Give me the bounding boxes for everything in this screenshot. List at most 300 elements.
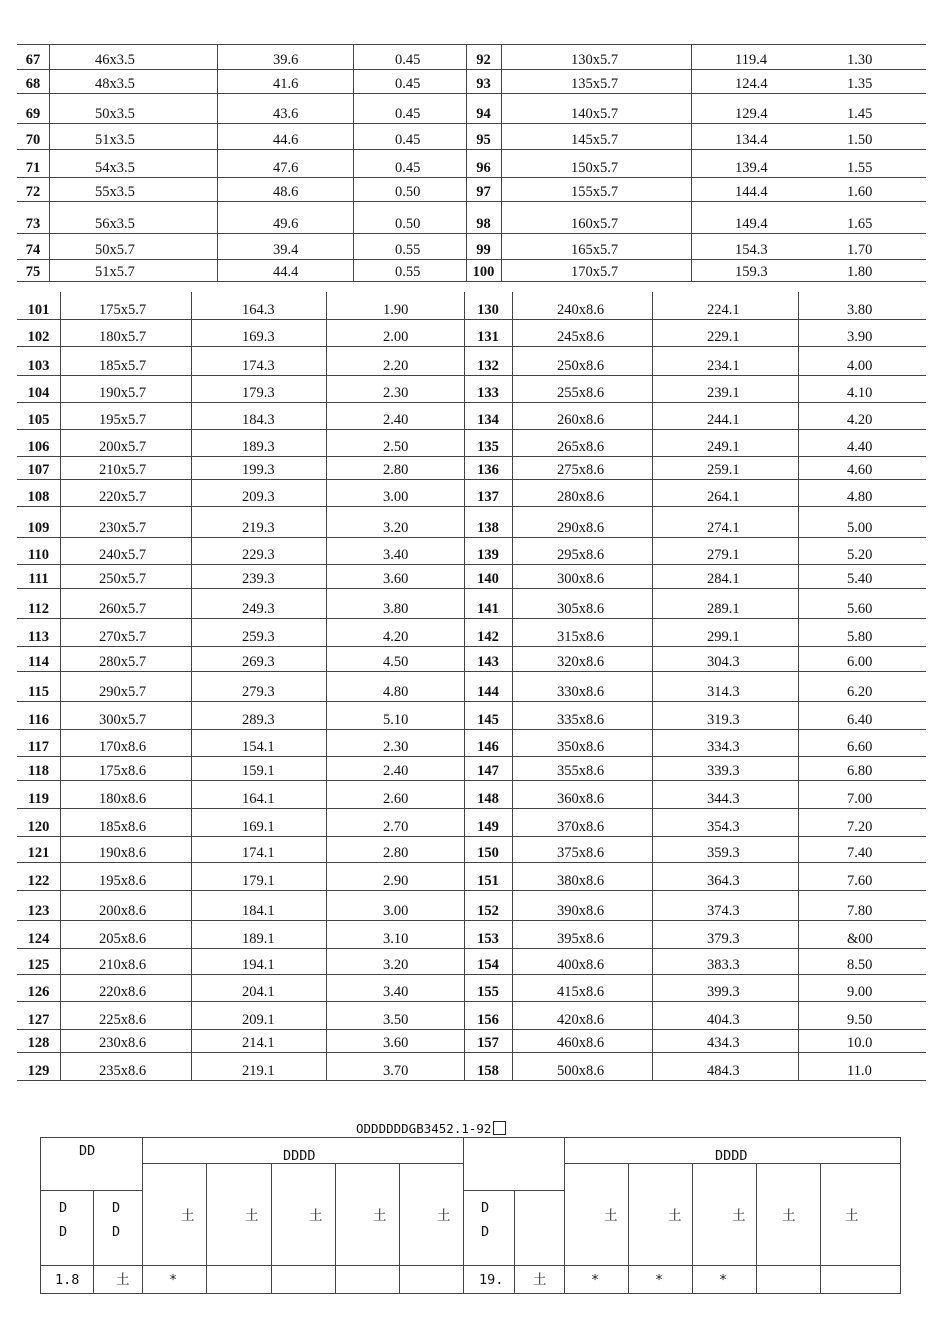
lower-table-cell-c2: 179.1: [242, 873, 275, 889]
upper-table-cell-c6: 144.4: [735, 184, 768, 200]
lower-table-cell-c2: 269.3: [242, 654, 275, 670]
lower-table-cell-c6: 289.1: [707, 601, 740, 617]
lower-table-cell-c2: 289.3: [242, 712, 275, 728]
lower-table-row: [17, 538, 926, 565]
upper-table-cell-c2: 44.6: [273, 132, 299, 148]
upper-table-cell-c0: 75: [25, 264, 41, 280]
lower-table-cell-c2: 184.3: [242, 412, 275, 428]
lower-table-cell-c4: 140: [477, 571, 499, 587]
lower-table-cell-c3: 2.80: [383, 462, 409, 478]
pm-8: 土: [732, 1208, 746, 1224]
sub-right-a: D D: [481, 1200, 490, 1240]
lower-table-cell-c5: 275x8.6: [557, 462, 605, 478]
lower-table-cell-c1: 195x8.6: [99, 873, 147, 889]
lower-table-cell-c2: 209.3: [242, 489, 275, 505]
lower-table-row: [17, 403, 926, 430]
lower-table-cell-c5: 350x8.6: [557, 739, 605, 755]
lower-table-row: [17, 430, 926, 457]
lower-table-cell-c7: 6.60: [847, 739, 873, 755]
pm-7: 土: [668, 1208, 682, 1224]
lower-table-cell-c1: 170x8.6: [99, 739, 147, 755]
lower-table-row: [17, 1030, 926, 1053]
row-right-star-3: *: [719, 1272, 728, 1288]
lower-table-cell-c0: 102: [27, 329, 50, 345]
upper-table-cell-c4: 97: [476, 184, 491, 200]
lower-table-cell-c3: 2.80: [383, 845, 409, 861]
upper-table-cell-c7: 1.45: [847, 106, 873, 122]
lower-table-cell-c1: 195x5.7: [99, 412, 147, 428]
upper-table-cell-c1: 54x3.5: [95, 160, 135, 176]
upper-table-cell-c0: 71: [25, 160, 41, 176]
upper-table-cell-c4: 98: [476, 216, 491, 232]
lower-table-cell-c4: 133: [477, 385, 499, 401]
lower-table-cell-c1: 225x8.6: [99, 1012, 147, 1028]
lower-table-cell-c7: 4.60: [847, 462, 873, 478]
lower-table-cell-c7: 4.10: [847, 385, 873, 401]
upper-table-cell-c1: 46x3.5: [95, 52, 135, 68]
upper-table-cell-c5: 150x5.7: [571, 160, 619, 176]
lower-table-cell-c3: 3.40: [383, 984, 409, 1000]
lower-table-cell-c2: 179.3: [242, 385, 275, 401]
lower-table-cell-c6: 239.1: [707, 385, 740, 401]
lower-table-cell-c4: 155: [477, 984, 499, 1000]
caption-text: ODDDDDDGB3452.1-92: [356, 1121, 492, 1136]
lower-table-cell-c6: 224.1: [707, 302, 740, 318]
upper-table-cell-c0: 72: [25, 184, 41, 200]
lower-table-cell-c2: 199.3: [242, 462, 275, 478]
lower-table-cell-c6: 314.3: [707, 684, 740, 700]
upper-table-row: [17, 178, 926, 202]
upper-table-cell-c2: 44.4: [273, 264, 299, 280]
upper-table-cell-c4: 99: [476, 242, 491, 258]
lower-table-row: [17, 1053, 926, 1081]
lower-table-cell-c5: 320x8.6: [557, 654, 605, 670]
pm-1: 土: [181, 1208, 195, 1224]
lower-table-cell-c4: 147: [477, 763, 499, 779]
upper-table-cell-c7: 1.55: [847, 160, 873, 176]
lower-table-cell-c4: 143: [477, 654, 499, 670]
lower-table-row: [17, 672, 926, 702]
upper-table-cell-c5: 140x5.7: [571, 106, 619, 122]
lower-table-row: [17, 837, 926, 863]
upper-table-row: [17, 234, 926, 260]
lower-table-row: [17, 376, 926, 403]
lower-table-cell-c0: 107: [27, 462, 50, 478]
lower-table-cell-c2: 189.3: [242, 439, 275, 455]
lower-table-cell-c2: 239.3: [242, 571, 275, 587]
lower-table-cell-c5: 390x8.6: [557, 903, 605, 919]
lower-table-cell-c6: 274.1: [707, 520, 740, 536]
upper-table-row: [17, 124, 926, 150]
lower-table-cell-c7: 7.60: [847, 873, 873, 889]
lower-table-cell-c5: 260x8.6: [557, 412, 605, 428]
lower-table-cell-c0: 128: [27, 1035, 50, 1051]
lower-table-cell-c7: 5.00: [847, 520, 873, 536]
upper-size-table: [17, 44, 926, 282]
lower-table-cell-c0: 125: [27, 957, 50, 973]
lower-table-cell-c3: 4.80: [383, 684, 409, 700]
lower-table-cell-c4: 149: [477, 819, 499, 835]
lower-table-cell-c3: 2.00: [383, 329, 409, 345]
lower-table-cell-c5: 415x8.6: [557, 984, 605, 1000]
upper-table-cell-c6: 149.4: [735, 216, 768, 232]
upper-table-cell-c6: 154.3: [735, 242, 768, 258]
lower-table-cell-c5: 245x8.6: [557, 329, 605, 345]
upper-table-cell-c5: 160x5.7: [571, 216, 619, 232]
lower-table-cell-c0: 113: [28, 629, 49, 645]
lower-table-row: [17, 781, 926, 809]
lower-table-cell-c6: 259.1: [707, 462, 740, 478]
lower-table-cell-c2: 279.3: [242, 684, 275, 700]
lower-table-cell-c3: 2.70: [383, 819, 409, 835]
lower-table-cell-c7: 7.80: [847, 903, 873, 919]
lower-table-cell-c7: 4.20: [847, 412, 873, 428]
lower-table-row: [17, 647, 926, 672]
lower-table-cell-c3: 3.10: [383, 931, 409, 947]
row-right-pm: 土: [533, 1272, 547, 1288]
row-left-val: 1.8: [55, 1272, 80, 1288]
lower-table-cell-c3: 3.70: [383, 1063, 409, 1079]
lower-table-cell-c0: 103: [27, 358, 50, 374]
upper-table-cell-c3: 0.55: [395, 264, 421, 280]
lower-table-cell-c3: 3.60: [383, 1035, 409, 1051]
lower-table-cell-c4: 153: [477, 931, 499, 947]
upper-table-cell-c2: 43.6: [273, 106, 299, 122]
upper-table-cell-c7: 1.30: [847, 52, 873, 68]
lower-table-cell-c4: 131: [477, 329, 499, 345]
lower-table-cell-c4: 152: [477, 903, 499, 919]
lower-table-cell-c3: 2.40: [383, 763, 409, 779]
lower-table-cell-c2: 174.1: [242, 845, 275, 861]
lower-table-cell-c1: 220x8.6: [99, 984, 147, 1000]
lower-table-cell-c2: 194.1: [242, 957, 275, 973]
lower-table-cell-c3: 5.10: [383, 712, 409, 728]
lower-table-cell-c4: 134: [477, 412, 499, 428]
upper-table-cell-c7: 1.35: [847, 76, 873, 92]
upper-table-row: [17, 150, 926, 178]
lower-table-cell-c3: 1.90: [383, 302, 409, 318]
lower-table-cell-c0: 114: [28, 654, 49, 670]
lower-table-cell-c4: 132: [477, 358, 499, 374]
upper-table-cell-c0: 70: [25, 132, 41, 148]
lower-table-cell-c2: 154.1: [242, 739, 275, 755]
lower-table-cell-c7: 4.80: [847, 489, 873, 505]
lower-table-cell-c0: 106: [27, 439, 50, 455]
lower-table-cell-c6: 379.3: [707, 931, 740, 947]
lower-table-cell-c1: 190x5.7: [99, 385, 147, 401]
lower-table-cell-c7: 7.40: [847, 845, 873, 861]
lower-table-cell-c2: 219.3: [242, 520, 275, 536]
upper-table-cell-c3: 0.50: [395, 216, 421, 232]
lower-table-cell-c6: 244.1: [707, 412, 740, 428]
lower-table-cell-c6: 339.3: [707, 763, 740, 779]
lower-table-cell-c4: 151: [477, 873, 499, 889]
upper-table-row: [17, 70, 926, 94]
lower-table-cell-c5: 355x8.6: [557, 763, 605, 779]
upper-table-cell-c1: 56x3.5: [95, 216, 135, 232]
lower-table-cell-c5: 460x8.6: [557, 1035, 605, 1051]
lower-table-row: [17, 347, 926, 376]
lower-table-row: [17, 949, 926, 975]
lower-table-cell-c7: 10.0: [847, 1035, 873, 1051]
upper-table-cell-c6: 119.4: [735, 52, 768, 68]
lower-table-cell-c7: 11.0: [847, 1063, 872, 1079]
lower-table-cell-c3: 4.20: [383, 629, 409, 645]
lower-table-cell-c5: 395x8.6: [557, 931, 605, 947]
upper-table-cell-c0: 69: [25, 106, 41, 122]
lower-table-cell-c7: 4.40: [847, 439, 873, 455]
lower-table-cell-c4: 142: [477, 629, 499, 645]
upper-table-cell-c3: 0.45: [395, 76, 421, 92]
upper-table-cell-c4: 93: [476, 76, 491, 92]
pm-3: 土: [309, 1208, 323, 1224]
group-label-right: DDDD: [715, 1148, 748, 1164]
lower-table-cell-c6: 404.3: [707, 1012, 740, 1028]
row-right-star-2: *: [655, 1272, 664, 1288]
lower-table-cell-c1: 220x5.7: [99, 489, 147, 505]
lower-table-cell-c4: 145: [477, 712, 499, 728]
lower-table-row: [17, 1002, 926, 1030]
lower-table-row: [17, 702, 926, 730]
upper-table-cell-c7: 1.65: [847, 216, 873, 232]
lower-table-cell-c7: &00: [847, 931, 873, 947]
lower-table-cell-c3: 4.50: [383, 654, 409, 670]
pm-9: 土: [782, 1208, 796, 1224]
upper-table-cell-c4: 96: [476, 160, 491, 176]
lower-table-cell-c6: 344.3: [707, 791, 740, 807]
lower-table-row: [17, 320, 926, 347]
lower-table-cell-c6: 319.3: [707, 712, 740, 728]
lower-table-cell-c0: 111: [28, 571, 49, 587]
lower-table-row: [17, 457, 926, 480]
lower-table-cell-c0: 116: [28, 712, 49, 728]
lower-table-cell-c1: 180x5.7: [99, 329, 147, 345]
lower-table-cell-c6: 359.3: [707, 845, 740, 861]
lower-table-cell-c3: 2.40: [383, 412, 409, 428]
lower-table-cell-c3: 2.50: [383, 439, 409, 455]
lower-table-cell-c3: 2.20: [383, 358, 409, 374]
lower-table-cell-c4: 146: [477, 739, 499, 755]
lower-table-cell-c0: 108: [27, 489, 50, 505]
lower-table-cell-c6: 374.3: [707, 903, 740, 919]
upper-table-cell-c5: 135x5.7: [571, 76, 619, 92]
lower-table-row: [17, 619, 926, 647]
lower-table-cell-c5: 330x8.6: [557, 684, 605, 700]
upper-table-cell-c3: 0.45: [395, 52, 421, 68]
lower-table-cell-c1: 185x5.7: [99, 358, 147, 374]
lower-table-cell-c0: 123: [27, 903, 50, 919]
lower-table-row: [17, 809, 926, 837]
upper-table-row: [17, 44, 926, 70]
lower-table-cell-c0: 119: [28, 791, 49, 807]
lower-table-cell-c7: 4.00: [847, 358, 873, 374]
lower-table-row: [17, 565, 926, 589]
lower-table-cell-c6: 434.3: [707, 1035, 740, 1051]
lower-table-cell-c5: 500x8.6: [557, 1063, 605, 1079]
lower-table-cell-c1: 190x8.6: [99, 845, 147, 861]
lower-table-cell-c4: 158: [477, 1063, 499, 1079]
lower-table-cell-c6: 364.3: [707, 873, 740, 889]
lower-table-cell-c1: 200x5.7: [99, 439, 147, 455]
lower-table-cell-c2: 184.1: [242, 903, 275, 919]
upper-table-cell-c0: 67: [25, 52, 41, 68]
upper-table-cell-c0: 74: [25, 242, 41, 258]
lower-table-row: [17, 757, 926, 781]
lower-table-cell-c7: 7.20: [847, 819, 873, 835]
lower-table-cell-c4: 141: [477, 601, 499, 617]
lower-table-cell-c2: 259.3: [242, 629, 275, 645]
upper-table-cell-c2: 39.6: [273, 52, 299, 68]
lower-table-cell-c3: 3.80: [383, 601, 409, 617]
upper-table-row: [17, 94, 926, 124]
lower-table-cell-c2: 164.1: [242, 791, 275, 807]
lower-table-cell-c0: 101: [27, 302, 50, 318]
lower-table-cell-c5: 375x8.6: [557, 845, 605, 861]
lower-table-cell-c7: 5.60: [847, 601, 873, 617]
missing-glyph-box: [493, 1121, 506, 1135]
lower-table-cell-c0: 104: [27, 385, 50, 401]
lower-size-table: [17, 292, 926, 1081]
lower-table-cell-c3: 3.20: [383, 520, 409, 536]
lower-table-cell-c1: 250x5.7: [99, 571, 147, 587]
lower-table-cell-c5: 315x8.6: [557, 629, 605, 645]
table-caption: [356, 1121, 506, 1136]
lower-table-cell-c2: 229.3: [242, 547, 275, 563]
lower-table-row: [17, 589, 926, 619]
lower-table-cell-c2: 164.3: [242, 302, 275, 318]
upper-table-cell-c7: 1.60: [847, 184, 873, 200]
lower-table-cell-c7: 7.00: [847, 791, 873, 807]
lower-table-cell-c3: 3.00: [383, 489, 409, 505]
upper-table-cell-c5: 170x5.7: [571, 264, 619, 280]
lower-table-cell-c1: 230x8.6: [99, 1035, 147, 1051]
upper-table-cell-c0: 68: [25, 76, 41, 92]
upper-table-cell-c4: 94: [476, 106, 491, 122]
lower-table-cell-c6: 229.1: [707, 329, 740, 345]
lower-table-cell-c3: 2.30: [383, 385, 409, 401]
group-label-left: DDDD: [283, 1148, 316, 1164]
lower-table-cell-c2: 169.3: [242, 329, 275, 345]
lower-table-cell-c3: 2.90: [383, 873, 409, 889]
lower-table-row: [17, 730, 926, 757]
upper-table-cell-c5: 155x5.7: [571, 184, 619, 200]
lower-table-cell-c0: 110: [28, 547, 49, 563]
lower-table-cell-c5: 360x8.6: [557, 791, 605, 807]
lower-table-cell-c6: 264.1: [707, 489, 740, 505]
lower-table-cell-c5: 305x8.6: [557, 601, 605, 617]
lower-table-cell-c6: 279.1: [707, 547, 740, 563]
lower-table-cell-c7: 8.50: [847, 957, 873, 973]
lower-table-cell-c5: 300x8.6: [557, 571, 605, 587]
upper-table-cell-c7: 1.70: [847, 242, 873, 258]
row-right-star-1: *: [591, 1272, 600, 1288]
lower-table-row: [17, 507, 926, 538]
upper-table-cell-c2: 47.6: [273, 160, 299, 176]
upper-table-cell-c1: 48x3.5: [95, 76, 135, 92]
lower-table-cell-c1: 205x8.6: [99, 931, 147, 947]
upper-table-cell-c1: 55x3.5: [95, 184, 135, 200]
lower-table-cell-c4: 135: [477, 439, 499, 455]
lower-table-cell-c7: 3.90: [847, 329, 873, 345]
lower-table-cell-c1: 270x5.7: [99, 629, 147, 645]
lower-table-cell-c6: 299.1: [707, 629, 740, 645]
lower-table-cell-c0: 115: [28, 684, 49, 700]
upper-table-cell-c3: 0.45: [395, 132, 421, 148]
lower-table-cell-c2: 209.1: [242, 1012, 275, 1028]
lower-table-cell-c1: 290x5.7: [99, 684, 147, 700]
lower-table-cell-c0: 117: [28, 739, 49, 755]
upper-table-cell-c3: 0.50: [395, 184, 421, 200]
upper-table-cell-c5: 145x5.7: [571, 132, 619, 148]
lower-table-cell-c5: 380x8.6: [557, 873, 605, 889]
lower-table-cell-c3: 2.30: [383, 739, 409, 755]
tolerance-table: [40, 1137, 901, 1294]
upper-table-cell-c1: 51x3.5: [95, 132, 135, 148]
lower-table-row: [17, 975, 926, 1002]
upper-table-cell-c2: 41.6: [273, 76, 299, 92]
lower-table-cell-c1: 200x8.6: [99, 903, 147, 919]
lower-table-cell-c1: 300x5.7: [99, 712, 147, 728]
upper-table-cell-c1: 50x3.5: [95, 106, 135, 122]
lower-table-cell-c3: 3.20: [383, 957, 409, 973]
upper-table-cell-c3: 0.45: [395, 106, 421, 122]
lower-table-cell-c1: 175x8.6: [99, 763, 147, 779]
lower-table-cell-c4: 156: [477, 1012, 499, 1028]
lower-table-row: [17, 863, 926, 891]
lower-table-cell-c7: 6.20: [847, 684, 873, 700]
lower-table-cell-c7: 3.80: [847, 302, 873, 318]
lower-table-cell-c1: 280x5.7: [99, 654, 147, 670]
lower-table-cell-c7: 9.00: [847, 984, 873, 1000]
upper-table-cell-c4: 95: [476, 132, 491, 148]
lower-table-row: [17, 480, 926, 507]
lower-table-cell-c2: 214.1: [242, 1035, 275, 1051]
lower-table-cell-c3: 3.50: [383, 1012, 409, 1028]
lower-table-cell-c5: 290x8.6: [557, 520, 605, 536]
lower-table-cell-c5: 255x8.6: [557, 385, 605, 401]
lower-table-cell-c0: 121: [27, 845, 50, 861]
lower-table-cell-c1: 210x5.7: [99, 462, 147, 478]
lower-table-cell-c5: 280x8.6: [557, 489, 605, 505]
upper-table-cell-c6: 129.4: [735, 106, 768, 122]
lower-table-cell-c0: 112: [28, 601, 49, 617]
pm-10: 土: [845, 1208, 859, 1224]
lower-table-cell-c6: 383.3: [707, 957, 740, 973]
lower-table-cell-c5: 240x8.6: [557, 302, 605, 318]
lower-table-cell-c2: 169.1: [242, 819, 275, 835]
upper-table-cell-c6: 124.4: [735, 76, 768, 92]
upper-table-row: [17, 202, 926, 234]
lower-table-cell-c3: 3.00: [383, 903, 409, 919]
row-left-pm: 土: [116, 1272, 130, 1288]
lower-table-cell-c7: 6.00: [847, 654, 873, 670]
pm-5: 土: [437, 1208, 451, 1224]
lower-table-cell-c6: 354.3: [707, 819, 740, 835]
lower-table-cell-c0: 105: [27, 412, 50, 428]
lower-table-cell-c1: 235x8.6: [99, 1063, 147, 1079]
upper-table-cell-c0: 73: [25, 216, 41, 232]
lower-table-cell-c7: 6.80: [847, 763, 873, 779]
upper-table-cell-c6: 159.3: [735, 264, 768, 280]
lower-table-cell-c5: 295x8.6: [557, 547, 605, 563]
lower-table-cell-c2: 219.1: [242, 1063, 275, 1079]
lower-table-cell-c5: 250x8.6: [557, 358, 605, 374]
lower-table-cell-c2: 174.3: [242, 358, 275, 374]
lower-table-cell-c0: 118: [28, 763, 49, 779]
lower-table-cell-c5: 420x8.6: [557, 1012, 605, 1028]
upper-table-cell-c3: 0.55: [395, 242, 421, 258]
upper-table-cell-c4: 100: [472, 264, 495, 280]
